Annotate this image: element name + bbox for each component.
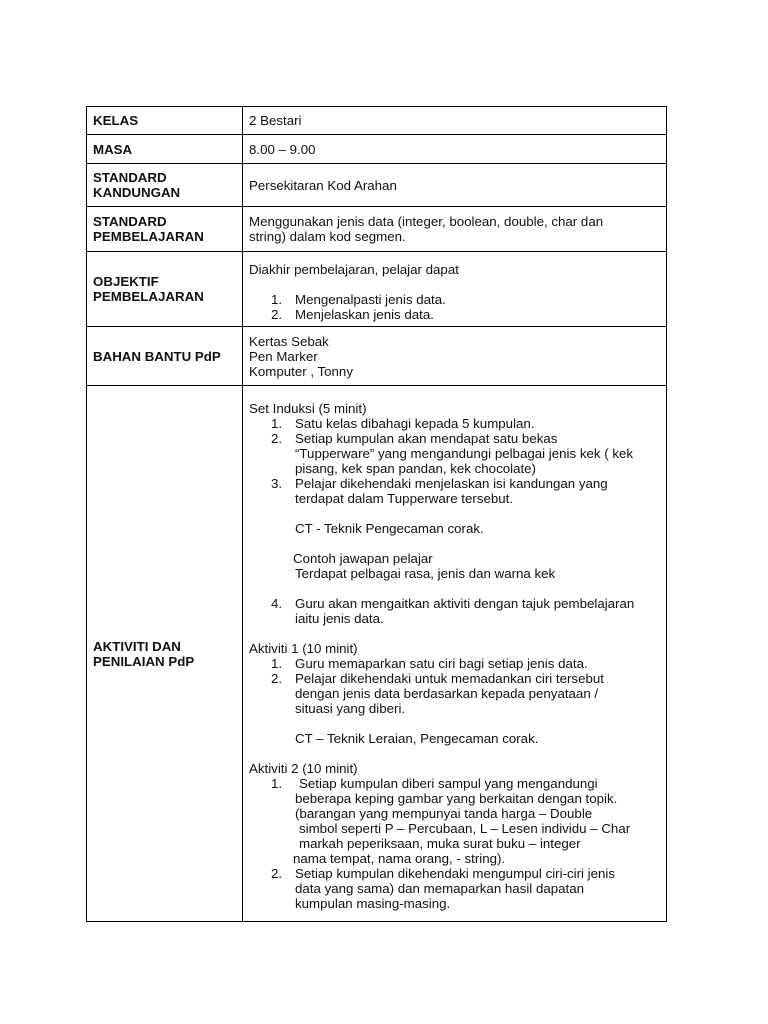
list-item [249, 656, 660, 671]
text-line: simbol seperti P – Percubaan, L – Lesen individu – Char [299, 821, 631, 836]
aktiviti1-title: Aktiviti 1 (10 minit) [249, 641, 358, 656]
aktiviti2-title: Aktiviti 2 (10 minit) [249, 761, 358, 776]
list-text: Satu kelas dibahagi kepada 5 kumpulan. [295, 416, 535, 431]
row-kelas [87, 107, 667, 135]
label-kelas: KELAS [87, 107, 243, 135]
text-line: pisang, kek span pandan, kek chocolate) [295, 461, 536, 476]
text-line: situasi yang diberi. [295, 701, 406, 716]
text-line: “Tupperware” yang mengandungi pelbagai jenis kek ( kek [295, 446, 634, 461]
text-line: markah peperiksaan, muka surat buku – integer [299, 836, 581, 851]
value-standard-kandungan: Persekitaran Kod Arahan [243, 164, 667, 207]
value-kelas: 2 Bestari [243, 107, 667, 135]
list-item [249, 596, 660, 611]
list-number: 2. [271, 866, 283, 881]
list-text: Guru memaparkan satu ciri bagi setiap jenis data. [295, 656, 588, 671]
label-aktiviti [87, 386, 243, 922]
text-line: nama tempat, nama orang, - string). [293, 851, 506, 866]
label-masa: MASA [87, 135, 243, 164]
list-text: Pelajar dikehendaki untuk memadankan ciri tersebut [295, 671, 604, 686]
row-masa [87, 135, 667, 164]
label-line: PEMBELAJARAN [93, 289, 204, 304]
value-masa: 8.00 – 9.00 [243, 135, 667, 164]
label-line: PEMBELAJARAN [93, 229, 204, 244]
row-objektif [87, 252, 667, 327]
list-number: 1. [271, 292, 283, 307]
list-number: 1. [271, 656, 283, 671]
text-line: (barangan yang mempunyai tanda harga – Double [295, 806, 593, 821]
text-line: Terdapat pelbagai rasa, jenis dan warna kek [295, 566, 556, 581]
list-item [249, 292, 660, 307]
list-item [249, 476, 660, 491]
label-standard-pembelajaran [87, 207, 243, 252]
text-line: beberapa keping gambar yang berkaitan dengan topik. [295, 791, 618, 806]
list-item [249, 776, 660, 791]
objektif-intro: Diakhir pembelajaran, pelajar dapat [249, 262, 459, 277]
list-text: Mengenalpasti jenis data. [295, 292, 446, 307]
list-item [249, 307, 660, 322]
list-number: 1. [271, 776, 283, 791]
label-line: STANDARD [93, 170, 167, 185]
ct-note: CT – Teknik Leraian, Pengecaman corak. [295, 731, 539, 746]
value-aktiviti [243, 386, 667, 922]
text-line: Kertas Sebak [249, 333, 329, 349]
label-line: AKTIVITI DAN [93, 638, 181, 654]
label-line: OBJEKTIF [93, 274, 159, 289]
value-objektif [243, 252, 667, 327]
text-line: dengan jenis data berdasarkan kepada penyataan / [295, 686, 599, 701]
value-standard-pembelajaran [243, 207, 667, 252]
list-number: 2. [271, 307, 283, 322]
label-objektif [87, 252, 243, 327]
label-standard-kandungan [87, 164, 243, 207]
value-bahan-bantu [243, 327, 667, 386]
list-text: Setiap kumpulan diberi sampul yang mengandungi [299, 776, 598, 791]
label-line: KANDUNGAN [93, 185, 181, 200]
list-number: 1. [271, 416, 283, 431]
lesson-plan-table [86, 106, 667, 922]
list-text: Guru akan mengaitkan aktiviti dengan tajuk pembelajaran [295, 596, 635, 611]
list-item [249, 416, 660, 431]
text-line: kumpulan masing-masing. [295, 896, 451, 911]
text-line: iaitu jenis data. [295, 611, 384, 626]
list-item [249, 431, 660, 446]
text-line: Menggunakan jenis data (integer, boolean, double, char dan [249, 214, 604, 229]
list-number: 2. [271, 671, 283, 686]
list-text: Setiap kumpulan akan mendapat satu bekas [295, 431, 558, 446]
text-line: terdapat dalam Tupperware tersebut. [295, 491, 514, 506]
label-line: STANDARD [93, 214, 167, 229]
text-line: Komputer , Tonny [249, 363, 353, 379]
row-bahan-bantu [87, 327, 667, 386]
label-bahan-bantu: BAHAN BANTU PdP [87, 327, 243, 386]
list-number: 4. [271, 596, 283, 611]
contoh-title: Contoh jawapan pelajar [293, 551, 433, 566]
text-line: Pen Marker [249, 348, 318, 364]
list-text: Setiap kumpulan dikehendaki mengumpul ciri-ciri jenis [295, 866, 616, 881]
set-induksi-title: Set Induksi (5 minit) [249, 401, 367, 416]
row-aktiviti [87, 386, 667, 922]
list-text: Menjelaskan jenis data. [295, 307, 434, 322]
list-number: 3. [271, 476, 283, 491]
text-line: data yang sama) dan memaparkan hasil dapatan [295, 881, 585, 896]
ct-note: CT - Teknik Pengecaman corak. [295, 521, 484, 536]
text-line: string) dalam kod segmen. [249, 229, 406, 244]
row-standard-pembelajaran [87, 207, 667, 252]
row-standard-kandungan [87, 164, 667, 207]
label-line: PENILAIAN PdP [93, 653, 195, 669]
list-text: Pelajar dikehendaki menjelaskan isi kandungan yang [295, 476, 608, 491]
list-number: 2. [271, 431, 283, 446]
list-item [249, 671, 660, 686]
list-item [249, 866, 660, 881]
